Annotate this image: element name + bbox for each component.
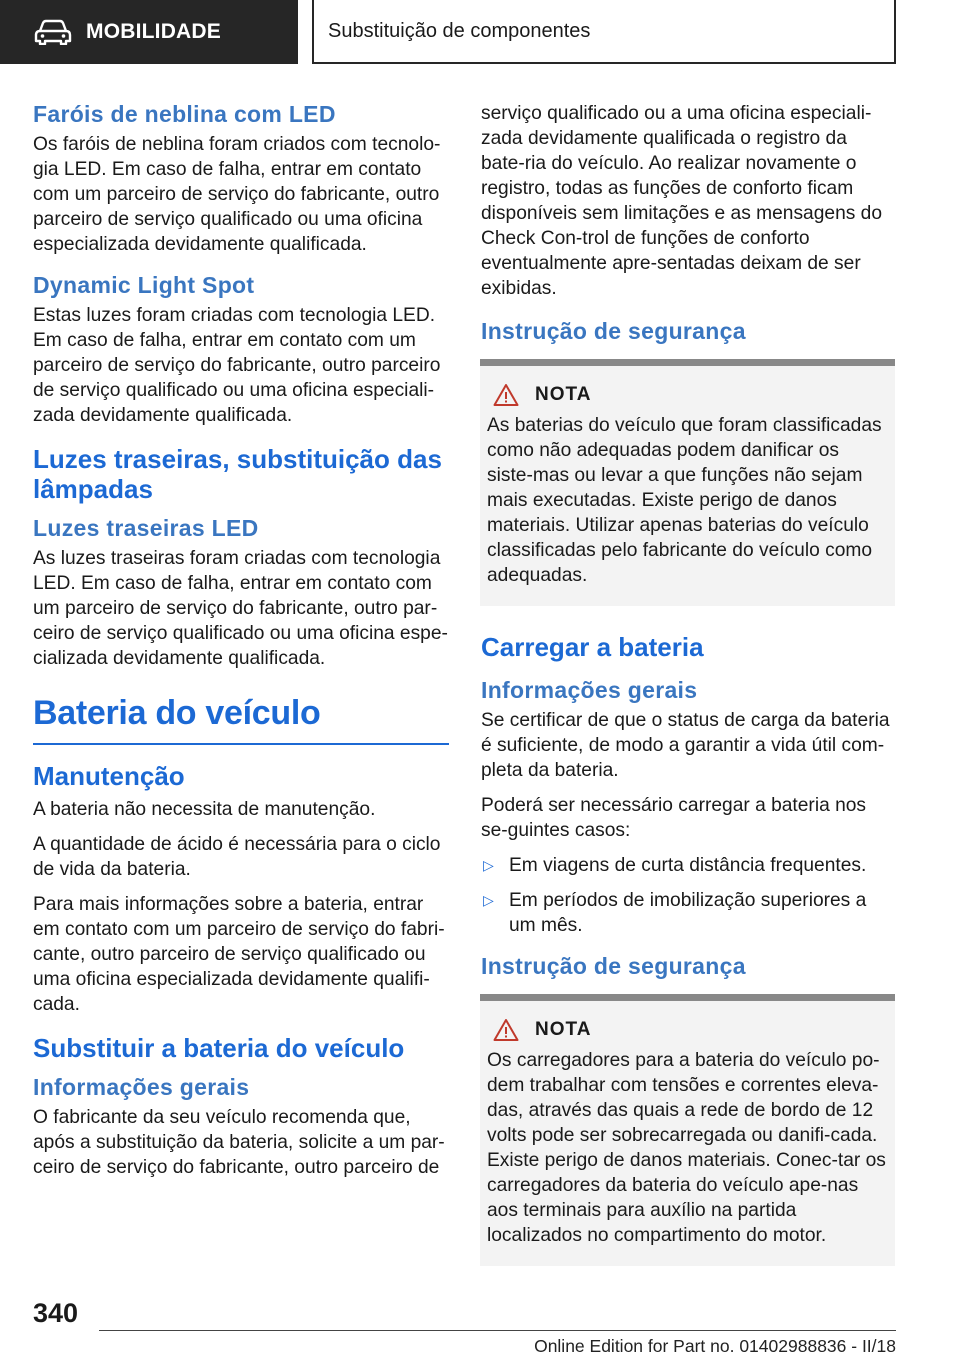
chapter-rule [33, 743, 449, 745]
list-item [481, 853, 895, 878]
chapter-header [312, 0, 896, 64]
right-column [481, 101, 895, 1292]
heading-charge-battery: Carregar a bateria [481, 632, 704, 662]
note-text: As baterias do veículo que foram classificadas como não adequadas podem danificar os siste-mas ou levar a que funções não sejam mais executadas. Existe perigo de danos materiais. Utilizar apenas baterias do veículo classificadas pelo fabricante do veículo como adequadas. [487, 415, 882, 586]
note-label: NOTA [535, 1019, 592, 1040]
paragraph: As luzes traseiras foram criadas com tecnologia LED. Em caso de falha, entrar em contato com um parceiro de serviço do fabricante, outro par-ceiro de serviço qualificado ou uma oficina espe-cializada devidamente qualificada. [33, 548, 448, 669]
heading-replace-battery: Substituir a bateria do veículo [33, 1033, 405, 1063]
list-item [481, 888, 895, 938]
note-label: NOTA [535, 384, 592, 405]
list-item-text: Em viagens de curta distância frequentes. [509, 855, 867, 876]
bullet-list [481, 853, 895, 938]
note-box [480, 994, 895, 1266]
list-item-text: Em períodos de imobilização superiores a um mês. [509, 890, 867, 936]
heading-led-tail-lights: Luzes traseiras LED [33, 515, 259, 541]
triangle-bullet-icon: ▷ [483, 892, 494, 908]
heading-general-info: Informações gerais [33, 1074, 250, 1100]
paragraph: A bateria não necessita de manutenção. [33, 799, 376, 820]
note-header [487, 382, 887, 407]
heading-general-info: Informações gerais [481, 677, 698, 703]
paragraph: Estas luzes foram criadas com tecnologia LED. Em caso de falha, entrar em contato com um parceiro de serviço do fabricante, outro parceiro de serviço qualificado ou uma oficina especiali-zada devidamente qualificada. [33, 305, 441, 426]
triangle-bullet-icon: ▷ [483, 857, 494, 873]
section-tab [0, 0, 298, 64]
heading-safety-instruction: Instrução de segurança [481, 318, 746, 344]
heading-safety-instruction: Instrução de segurança [481, 953, 746, 979]
paragraph: Os faróis de neblina foram criados com tecnolo-gia LED. Em caso de falha, entrar em contato com um parceiro de serviço do fabricante, outro parceiro de serviço qualificado ou uma oficina especializada devidamente qualificada. [33, 134, 441, 255]
paragraph: O fabricante da seu veículo recomenda que, após a substituição da bateria, solicite a um par-ceiro de serviço do fabricante, outro parceiro de [33, 1107, 445, 1178]
heading-fog-lights: Faróis de neblina com LED [33, 101, 336, 127]
car-icon [34, 19, 72, 45]
footer-edition: Online Edition for Part no. 01402988836 - II/18 [534, 1336, 896, 1356]
paragraph: Poderá ser necessário carregar a bateria nos se-guintes casos: [481, 795, 867, 841]
left-column [33, 100, 449, 1190]
section-label: MOBILIDADE [86, 20, 221, 43]
heading-maintenance: Manutenção [33, 761, 185, 791]
paragraph: serviço qualificado ou a uma oficina especiali-zada devidamente qualificada o registro da bate-ria do veículo. Ao realizar novamente o registro, todas as funções de conforto ficam disponíveis sem limitações e as mensagens do Check Con-trol de funções de conforto eventualmente apre-sentadas deixam de ser exibidas. [481, 103, 883, 299]
warning-icon [493, 1018, 519, 1042]
chapter-header-title: Substituição de componentes [328, 19, 591, 42]
heading-dynamic-light-spot: Dynamic Light Spot [33, 272, 255, 298]
heading-tail-lights: Luzes traseiras, substituição das lâmpadas [33, 444, 442, 504]
paragraph: Para mais informações sobre a bateria, entrar em contato com um parceiro de serviço do fabri-cante, outro parceiro de serviço qualificado ou uma oficina especializada devidamente qualifi-cada. [33, 894, 445, 1015]
paragraph: Se certificar de que o status de carga da bateria é suficiente, de modo a garantir a vida útil com-pleta da bateria. [481, 710, 890, 781]
page-number: 340 [33, 1298, 79, 1328]
paragraph: A quantidade de ácido é necessária para o ciclo de vida da bateria. [33, 834, 441, 880]
chapter-title: Bateria do veículo [33, 694, 321, 732]
warning-icon [493, 383, 519, 407]
note-header [487, 1017, 887, 1042]
footer-rule [99, 1330, 896, 1331]
note-text: Os carregadores para a bateria do veículo po-dem trabalhar com tensões e correntes eleva-das, através das quais a rede de bordo de 12 volts pode ser sobrecarregada ou danifi-cada. Existe perigo de danos materiais. Conec-tar os carregadores da bateria do veículo ape-nas aos terminais para auxílio na partida localizados no compartimento do motor. [487, 1050, 886, 1246]
note-box [480, 359, 895, 606]
